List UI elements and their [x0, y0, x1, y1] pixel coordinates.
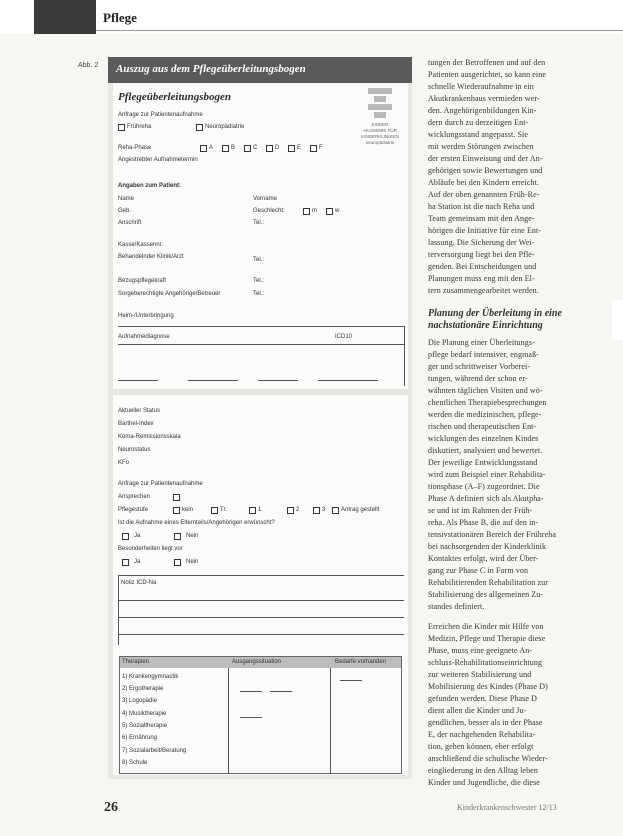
checkbox-sex-m[interactable]	[303, 208, 310, 215]
checkbox-pflegestufe-1[interactable]	[249, 507, 256, 514]
bezugspflege-label: Bezugspflegekraft	[118, 278, 167, 284]
anschrift-label: Anschrift	[118, 220, 142, 226]
geschlecht-label: Geschlecht:	[253, 208, 285, 214]
tel3-label: Tel.:	[253, 278, 265, 284]
pflegestufe-tr: Tr.	[220, 507, 227, 513]
notiz-line-1	[118, 600, 404, 601]
checkbox-phase-b[interactable]	[222, 145, 229, 152]
p2-line-10: diskutiert, analysiert und bewertet.	[428, 446, 543, 455]
p2-line-1: Die Planung einer Überleitungs-	[428, 338, 535, 347]
aktueller-label: Aktueller Status	[118, 408, 161, 414]
logo-text-4: neuropädiatrie	[365, 140, 395, 145]
therapy-row-4: 4) Musiktherapie	[122, 711, 167, 717]
checkbox-besonder-nein[interactable]	[174, 559, 181, 566]
tel4-label: Tel.:	[253, 291, 265, 297]
figure-title-bar	[108, 57, 412, 83]
phase-b-label: B	[231, 145, 236, 151]
p2-line-16: reha. Als Phase B, die auf den in-	[428, 518, 539, 527]
icd-label: ICD10	[335, 334, 353, 340]
phase-c-label: C	[253, 145, 258, 151]
kfo-label: KFo	[118, 460, 130, 466]
therapy-mark-4	[340, 680, 362, 681]
section-title: Pflege	[103, 10, 137, 25]
notiz-line-2	[118, 617, 404, 618]
phase-f-label: F	[319, 145, 323, 151]
p3-line-12: anschließend die schulische Wieder-	[428, 754, 548, 763]
p3-line-11: tion, gehen können, eher erfolgt	[428, 742, 534, 751]
therapy-row-6: 6) Ernährung	[122, 735, 158, 741]
p3-line-6: Mobilisierung des Kindes (Phase D)	[428, 682, 548, 691]
page-edge	[612, 300, 623, 340]
sex-m-label: m	[312, 208, 317, 214]
p1-line-6: dern durch zu derzeitigen Ent-	[428, 118, 529, 127]
p1-line-1: tungen der Betroffenen und auf den	[428, 58, 546, 67]
checkbox-phase-a[interactable]	[200, 145, 207, 152]
p1-line-17: terversorgung liegt bei den Pfle-	[428, 250, 535, 259]
p2-line-5: wähnten täglichen Visiten und wö-	[428, 386, 543, 395]
p2-line-13: tionsphase (A–F) zugeordnet. Die	[428, 482, 540, 491]
p2-line-21: Rehabilitierenden Rehabilitation zur	[428, 578, 549, 587]
journal-footer: Kinderkrankenschwester 12/13	[457, 803, 557, 812]
p1-line-4: Akutkrankenhaus vermieden wer-	[428, 94, 540, 103]
logo-text-2: AKADEMIE FÜR	[363, 128, 397, 133]
rule-3b	[188, 380, 238, 381]
header-rule	[96, 30, 623, 31]
checkbox-aufnahme-ja[interactable]	[122, 533, 129, 540]
phase-d-label: D	[275, 145, 280, 151]
checkbox-phase-c[interactable]	[244, 145, 251, 152]
p2-line-3: ger und schrittweiser Vorberei-	[428, 362, 531, 371]
checkbox-phase-f[interactable]	[310, 145, 317, 152]
checkbox-phase-e[interactable]	[288, 145, 295, 152]
logo-text-1: KINDER	[371, 122, 389, 127]
patient-heading: Angaben zum Patient:	[118, 183, 182, 189]
therapy-mark-2	[270, 691, 292, 692]
tel2-label: Tel.:	[253, 257, 265, 263]
pflegestufe-kein: kein	[182, 507, 194, 513]
p2-line-9: wicklungen des einzelnen Kindes	[428, 434, 539, 443]
logo-cross-bar-4	[374, 112, 386, 118]
reha-phase-label: Reha-Phase	[118, 145, 152, 151]
sorge-label: Sorgeberechtigte Angehörige/Betreuer	[118, 291, 221, 297]
checkbox-pflegestufe-kein[interactable]	[173, 507, 180, 514]
p3-line-4: schluss-Rehabilitationseinrichtung	[428, 658, 543, 667]
besonder-ja: Ja	[134, 559, 141, 565]
checkbox-sex-w[interactable]	[326, 208, 333, 215]
p1-line-9: der ersten Einweisung und der An-	[428, 154, 543, 163]
p3-line-9: gendlichen, besser als in der Phase	[428, 718, 543, 727]
checkbox-neuropaediatrie[interactable]	[196, 124, 203, 131]
checkbox-fruehreha[interactable]	[118, 124, 125, 131]
p1-line-3: schnelle Wiederaufnahme in ein	[428, 82, 534, 91]
p2-line-8: rischen und therapeutischen Ent-	[428, 422, 537, 431]
pflegestufe-1: 1	[258, 507, 262, 513]
p3-line-10: E, der nachgehenden Rehabilita-	[428, 730, 536, 739]
diag-label: Aufnahmediagnose	[118, 334, 170, 340]
therapy-mark-1	[240, 691, 262, 692]
section-heading-2: nachstationäre Einrichtung	[428, 320, 543, 331]
checkbox-pflegestufe-3[interactable]	[313, 507, 320, 514]
p2-line-6: chentlichen Therapiebesprechungen	[428, 398, 547, 407]
p1-line-5: den. Angehörigenbildungen Kin-	[428, 106, 537, 115]
checkbox-pflegestufe-2[interactable]	[287, 507, 294, 514]
phase-e-label: E	[297, 145, 302, 151]
p3-line-13: eingliederung in den Alltag leben	[428, 766, 538, 775]
p2-line-7: werden die medizinischen, pflege-	[428, 410, 542, 419]
p1-line-14: Team gemeinsam mit den Ange-	[428, 214, 535, 223]
p1-line-15: hörigen die Initiative für eine Ent-	[428, 226, 542, 235]
neurostatus-label: Neurostatus	[118, 447, 151, 453]
sex-w-label: w	[335, 208, 340, 214]
figure-label: Abb. 2	[78, 62, 99, 69]
therapy-row-1: 1) Krankengymnastik	[122, 674, 179, 680]
p2-line-23: standes definiert.	[428, 602, 485, 611]
checkbox-antrag[interactable]	[332, 507, 339, 514]
pflegestufe-label: Pflegestufe	[118, 507, 149, 513]
therapy-col-1: Therapien	[122, 659, 150, 665]
aufnahme-question: Ist die Aufnahme eines Elternteils/Angehörigen erwünscht?	[118, 520, 275, 526]
angestrebter-label: Angestrebter Aufnahmetermin	[118, 157, 198, 163]
therapy-row-7: 7) Sozialarbeit/Beratung	[122, 748, 187, 754]
checkbox-aufnahme-nein[interactable]	[174, 533, 181, 540]
ansprechen-label: Ansprechen	[118, 494, 151, 500]
therapy-col-divider-1	[228, 668, 229, 774]
p3-line-1: Erreichen die Kinder mit Hilfe von	[428, 622, 544, 631]
tel-label: Tel.:	[253, 220, 265, 226]
p3-line-8: dient allen die Kinder und Ju-	[428, 706, 527, 715]
figure-title: Auszug aus dem Pflegeüberleitungsbogen	[116, 63, 306, 75]
p2-line-20: gang zur Phase C in Form von	[428, 566, 529, 575]
logo-cross-bar-3	[368, 104, 392, 110]
p1-line-8: mit werden Störungen zwischen	[428, 142, 534, 151]
geb-label: Geb.	[118, 208, 132, 214]
pflegestufe-2: 2	[296, 507, 300, 513]
checkbox-pflegestufe-tr[interactable]	[211, 507, 218, 514]
form-right-edge	[404, 326, 405, 386]
p3-line-14: Kinder und Jugendliche, die diese	[428, 778, 540, 787]
p2-line-11: Der jeweilige Entwicklungsstand	[428, 458, 538, 467]
antrag-label: Antrag gestellt	[341, 507, 380, 513]
logo-cross-bar-2	[374, 96, 386, 102]
anfrage-label: Anfrage zur Patientenaufnahme	[118, 112, 203, 118]
p2-line-17: tensivstationären Bereich der Frühreha	[428, 530, 556, 539]
form-title: Pflegeüberleitungsbogen	[118, 91, 232, 103]
phase-a-label: A	[209, 145, 214, 151]
option-neuropaediatrie: Neuropädiatrie	[205, 124, 245, 130]
p2-line-15: se und ist im Rahmen der Früh-	[428, 506, 533, 515]
besonder-label: Besonderheiten liegt vor	[118, 546, 183, 552]
checkbox-ansprechen[interactable]	[173, 494, 180, 501]
p1-line-13: ha Station ist die nach Reha und	[428, 202, 535, 211]
p1-line-18: genden. Bei Entscheidungen und	[428, 262, 537, 271]
therapy-row-3: 3) Logopädie	[122, 698, 158, 704]
p1-line-2: Patienten ausgerichtet, so kann eine	[428, 70, 547, 79]
rule-4	[118, 575, 404, 576]
p1-line-16: lassung. Die Sicherung der Wei-	[428, 238, 535, 247]
p2-line-22: Stabilisierung des allgemeinen Zu-	[428, 590, 544, 599]
therapy-col-2: Ausgangssituation	[232, 659, 282, 665]
checkbox-besonder-ja[interactable]	[122, 559, 129, 566]
kasse-label: Kasse/Kassennr.	[118, 242, 164, 248]
option-fruehreha: Frühreha	[127, 124, 152, 130]
unterbringung-label: Heim-/Unterbringung	[118, 313, 174, 319]
aufnahme-ja: Ja	[134, 533, 141, 539]
p1-line-20: tern zusammengearbeitet werden.	[428, 286, 539, 295]
p2-line-4: tungen, während der schon er-	[428, 374, 528, 383]
koma-label: Koma-Remissionsskala	[118, 434, 181, 440]
notiz-line-3	[118, 634, 404, 635]
therapy-mark-3	[240, 717, 262, 718]
p2-line-14: Phase A definiert sich als Akutpha-	[428, 494, 544, 503]
p1-line-19: Planungen muss eng mit den El-	[428, 274, 535, 283]
page-number: 26	[104, 800, 118, 815]
logo-text-3: KINDERKLINIKEN	[361, 134, 399, 139]
rule-2	[118, 344, 404, 345]
rule-1	[118, 326, 404, 327]
pflegestufe-3: 3	[322, 507, 326, 513]
therapy-col-3: Bedarfe vorhanden	[335, 659, 387, 665]
logo-cross-bar-1	[368, 88, 392, 94]
rule-3d	[318, 380, 378, 381]
behandelnder-label: Behandelnder Klinik/Arzt	[118, 254, 184, 260]
barthel-label: Barthel-Index	[118, 421, 154, 427]
p3-line-7: gefunden werden. Diese Phase D	[428, 694, 537, 703]
p3-line-3: Phase, muss eine geeignete An-	[428, 646, 533, 655]
anfrage2-label: Anfrage zur Patientenaufnahme	[118, 481, 203, 487]
vorname-label: Vorname	[253, 196, 278, 202]
p2-line-18: bei nachsorgenden der Kinderklinik	[428, 542, 547, 551]
name-label: Name	[118, 196, 135, 202]
besonder-nein: Nein	[186, 559, 199, 565]
therapy-row-5: 5) Sozialtherapie	[122, 723, 168, 729]
section-heading-1: Planung der Überleitung in eine	[428, 308, 562, 319]
rule-3a	[118, 380, 158, 381]
p2-line-12: wird zum Beispiel einer Rehabilita-	[428, 470, 546, 479]
header-tab-block	[34, 0, 96, 34]
notiz-label: Notiz ICD-Na	[121, 580, 157, 586]
p3-line-5: zur weiteren Stabilisierung und	[428, 670, 532, 679]
p2-line-19: Kontaktes erfolgt, wird der Über-	[428, 554, 539, 563]
therapy-row-2: 2) Ergotherapie	[122, 686, 164, 692]
rule-3c	[258, 380, 298, 381]
therapy-col-divider-2	[330, 668, 331, 774]
p3-line-2: Medizin, Pflege und Therapie diese	[428, 634, 546, 643]
p1-line-12: Auf der oben genannten Früh-Re-	[428, 190, 540, 199]
p1-line-7: wicklungsstand angepasst. Sie	[428, 130, 528, 139]
checkbox-phase-d[interactable]	[266, 145, 273, 152]
p1-line-10: gehörigen sowie Bewertungen und	[428, 166, 543, 175]
aufnahme-nein: Nein	[186, 533, 199, 539]
p2-line-2: pflege bedarf intensiver, engmaß-	[428, 350, 539, 359]
p1-line-11: Abläufe bei den Kindern erreicht.	[428, 178, 540, 187]
therapy-row-8: 8) Schule	[122, 760, 148, 766]
